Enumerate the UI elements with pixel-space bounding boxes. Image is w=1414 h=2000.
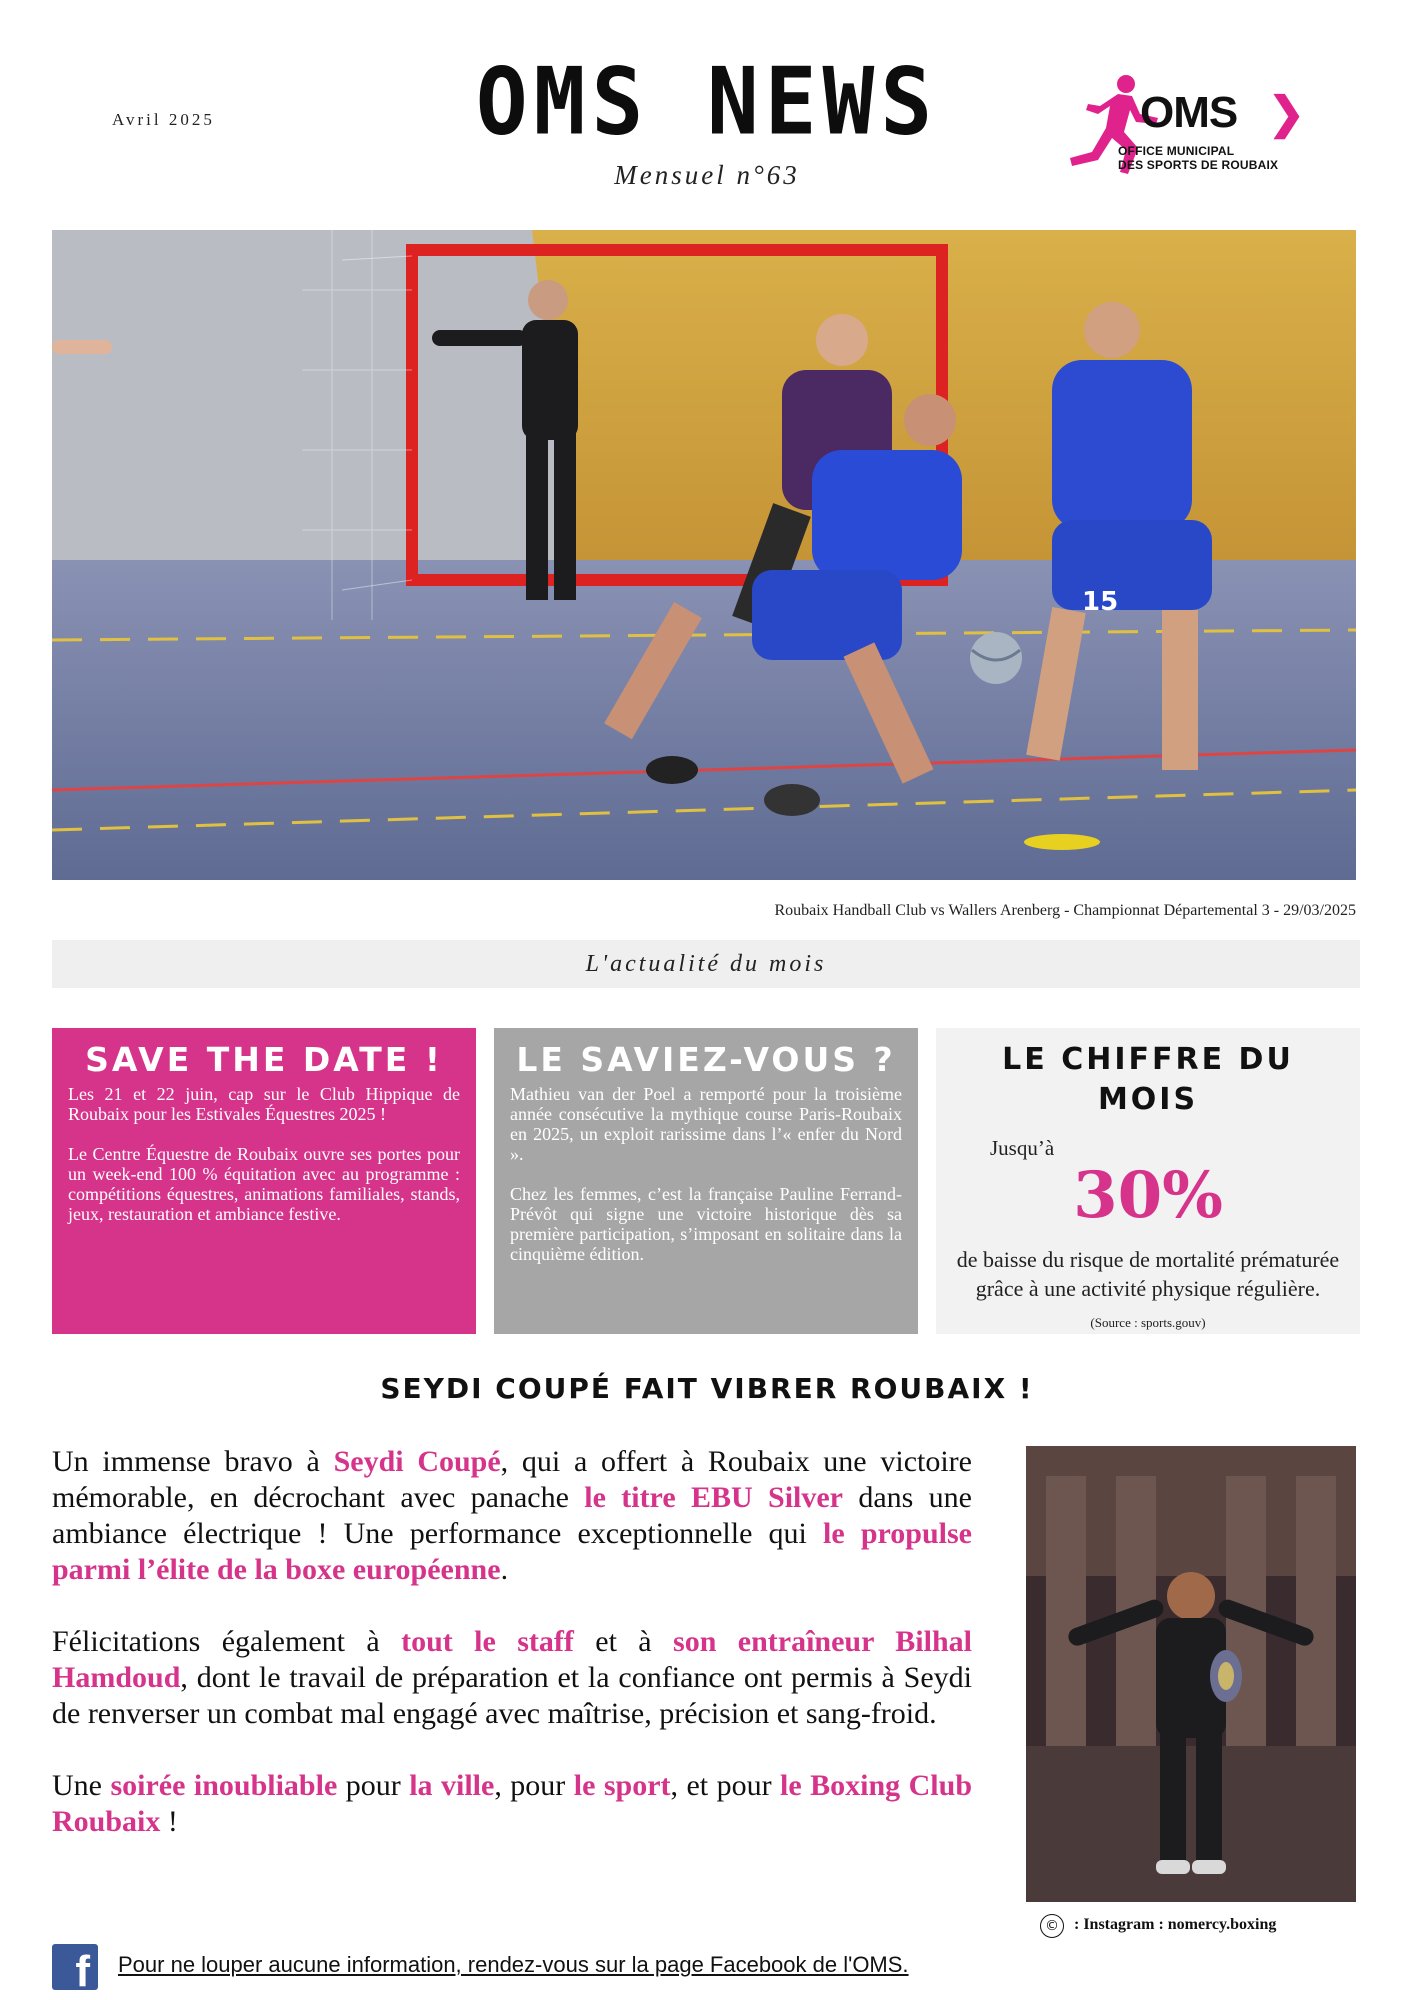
section-title: L'actualité du mois (52, 940, 1360, 988)
article-highlight: Seydi Coupé (333, 1445, 501, 1478)
logo-line-1: OFFICE MUNICIPAL (1118, 144, 1235, 158)
article-highlight: son entraîneur Bilhal Hamdoud (52, 1625, 972, 1694)
article-highlight: soirée inoubliable (110, 1769, 338, 1802)
handball-photo (52, 230, 1356, 880)
article-text: pour (337, 1769, 410, 1802)
chiffre-source: (Source : sports.gouv) (1090, 1315, 1206, 1330)
newsletter-subtitle: Mensuel n°63 (614, 160, 800, 190)
article-paragraph-3 (52, 1768, 972, 1840)
le-saviez-vous-text-1: Mathieu van der Poel a remporté pour la troisième année consécutive la mythique course Paris-Roubaix en 2025, un exploit rarissime dans l’« enfer du Nord ». (510, 1084, 902, 1164)
article-text: Félicitations également à (52, 1625, 402, 1658)
copyright-icon: © (1040, 1914, 1064, 1938)
article-text: , qui a offert à Roubaix une victoire mémorable, en décrochant avec panache (52, 1445, 972, 1514)
boxer-photo (1026, 1446, 1356, 1902)
le-saviez-vous-text-2: Chez les femmes, c’est la française Pauline Ferrand-Prévôt qui signe une victoire historique dès sa première participation, s’imposant en solitaire dans la cinquième édition. (510, 1184, 902, 1264)
save-the-date-title: SAVE THE DATE ! (85, 1040, 443, 1079)
article-text: , et pour (670, 1769, 781, 1802)
article-text: , dont le travail de préparation et la confiance ont permis à Seydi de renverser un combat mal engagé avec maîtrise, précision et sang-froid. (52, 1661, 972, 1730)
save-the-date-box (52, 1028, 476, 1334)
save-the-date-text-1: Les 21 et 22 juin, cap sur le Club Hippique de Roubaix pour les Estivales Équestres 2025 ! (68, 1084, 460, 1124)
article-text: ! (160, 1805, 178, 1838)
le-saviez-vous-title: LE SAVIEZ-VOUS ? (516, 1040, 896, 1079)
article-paragraph-1 (52, 1444, 972, 1588)
save-the-date-text-2: Le Centre Équestre de Roubaix ouvre ses portes pour un week-end 100 % équitation avec au programme : compétitions équestres, animations familiales, stands, jeux, restauration et ambiance festive. (68, 1144, 460, 1224)
article-highlight: le Boxing Club Roubaix (52, 1769, 973, 1838)
article-paragraph-2 (52, 1624, 972, 1732)
issue-date: Avril 2025 (112, 110, 215, 129)
facebook-icon[interactable]: f (52, 1944, 98, 1990)
article-text: dans une ambiance électrique ! Une performance exceptionnelle qui (52, 1481, 972, 1550)
article-highlight: tout le staff (401, 1625, 574, 1658)
article-text: et à (573, 1625, 674, 1658)
article-text: , pour (494, 1769, 574, 1802)
newsletter-title: OMS NEWS (475, 47, 939, 156)
le-saviez-vous-box (494, 1028, 918, 1334)
article-highlight: la ville (409, 1769, 495, 1802)
chiffre-description: de baisse du risque de mortalité prématurée grâce à une activité physique régulière. (956, 1247, 1340, 1301)
jersey-number: 15 (1082, 587, 1119, 617)
article-highlight: le propulse parmi l’élite de la boxe européenne (52, 1517, 972, 1586)
chevron-right-icon: ❯ (1268, 89, 1305, 138)
chiffre-value: 30% (1073, 1158, 1223, 1233)
article-highlight: le sport (573, 1769, 671, 1802)
chiffre-prefix: Jusqu’à (990, 1136, 1055, 1160)
photo-credit: : Instagram : nomercy.boxing (1074, 1916, 1277, 1933)
article-text: Une (52, 1769, 111, 1802)
article-text: . (500, 1553, 509, 1586)
facebook-link[interactable]: Pour ne louper aucune information, rendez-vous sur la page Facebook de l'OMS. (118, 1952, 909, 1977)
article-text: Un immense bravo à (52, 1445, 334, 1478)
photo-caption: Roubaix Handball Club vs Wallers Arenberg - Championnat Départemental 3 - 29/03/2025 (774, 902, 1356, 919)
logo-wordmark: OMS (1140, 88, 1238, 137)
article-body (52, 1444, 972, 1876)
chiffre-du-mois-box (936, 1028, 1360, 1334)
logo-line-2: DES SPORTS DE ROUBAIX (1118, 158, 1279, 172)
article-headline: SEYDI COUPÉ FAIT VIBRER ROUBAIX ! (380, 1372, 1034, 1405)
chiffre-du-mois-title: LE CHIFFRE DU MOIS (1002, 1042, 1294, 1117)
article-highlight: le titre EBU Silver (584, 1481, 843, 1514)
